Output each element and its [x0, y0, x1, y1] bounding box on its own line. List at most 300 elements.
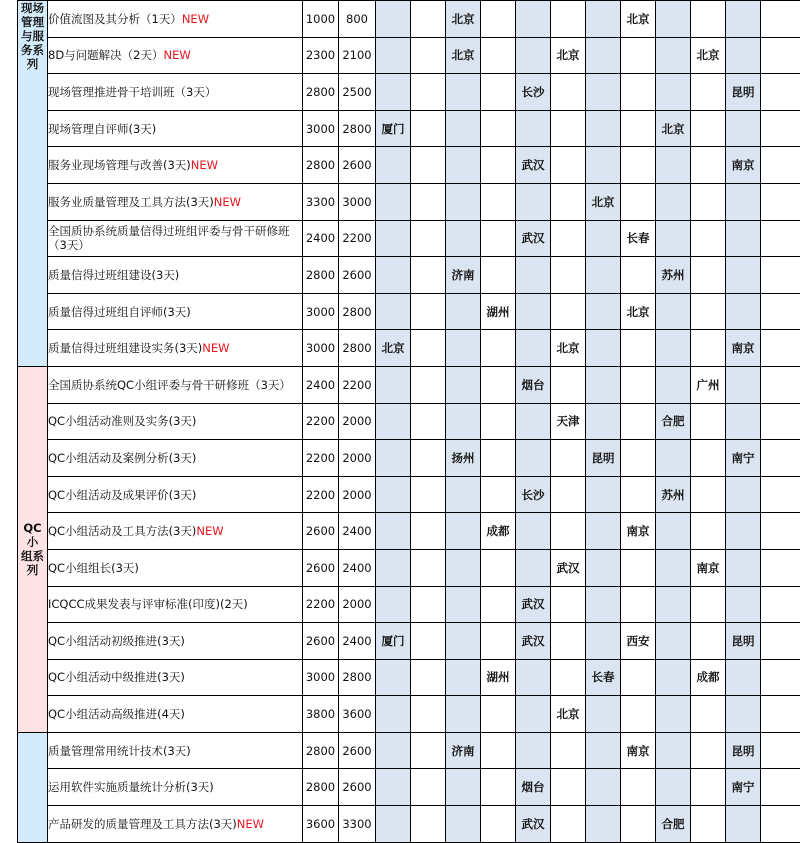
price: 2800 — [303, 74, 339, 111]
empty-cell — [761, 110, 800, 147]
city-cell — [446, 220, 481, 257]
city-cell — [586, 623, 621, 660]
city-cell — [691, 257, 726, 294]
city-cell — [586, 696, 621, 733]
category-label: 现场 管理 与服 务系 列 — [18, 1, 48, 367]
price: 3000 — [303, 330, 339, 367]
city-cell — [656, 769, 691, 806]
city-cell — [621, 366, 656, 403]
city-cell — [551, 732, 586, 769]
city-cell: 湖州 — [481, 659, 516, 696]
city-cell — [481, 37, 516, 74]
empty-cell — [761, 623, 800, 660]
city-cell — [516, 440, 551, 477]
city-cell: 昆明 — [726, 623, 761, 660]
city-cell — [516, 330, 551, 367]
city-cell — [376, 513, 411, 550]
member-price: 3600 — [339, 696, 376, 733]
city-cell — [726, 257, 761, 294]
city-cell — [726, 37, 761, 74]
city-cell — [516, 37, 551, 74]
city-cell — [586, 74, 621, 111]
city-cell: 北京 — [551, 37, 586, 74]
city-cell — [691, 476, 726, 513]
price: 2800 — [303, 732, 339, 769]
city-cell: 厦门 — [376, 623, 411, 660]
city-cell: 武汉 — [516, 220, 551, 257]
course-name: 质量信得过班组建设实务(3天)NEW — [48, 330, 303, 367]
city-cell: 武汉 — [516, 586, 551, 623]
course-name: ICQCC成果发表与评审标准(印度)(2天) — [48, 586, 303, 623]
city-cell: 北京 — [656, 110, 691, 147]
city-cell — [376, 257, 411, 294]
city-cell — [481, 330, 516, 367]
city-cell — [411, 659, 446, 696]
city-cell — [551, 440, 586, 477]
city-cell — [656, 220, 691, 257]
city-cell — [376, 74, 411, 111]
city-cell — [551, 110, 586, 147]
city-cell: 济南 — [446, 257, 481, 294]
city-cell — [376, 476, 411, 513]
city-cell — [411, 183, 446, 220]
city-cell — [656, 366, 691, 403]
city-cell: 广州 — [691, 366, 726, 403]
city-cell — [621, 549, 656, 586]
city-cell — [516, 293, 551, 330]
course-row — [18, 586, 800, 623]
city-cell — [621, 440, 656, 477]
city-cell: 济南 — [446, 732, 481, 769]
city-cell: 北京 — [446, 1, 481, 38]
city-cell — [481, 806, 516, 843]
new-badge: NEW — [213, 194, 242, 209]
course-name: QC小组组长(3天) — [48, 549, 303, 586]
city-cell — [516, 513, 551, 550]
empty-cell — [761, 586, 800, 623]
course-row — [18, 220, 800, 257]
city-cell — [586, 769, 621, 806]
city-cell — [586, 403, 621, 440]
new-badge: NEW — [196, 524, 224, 539]
city-cell — [691, 183, 726, 220]
city-cell — [691, 330, 726, 367]
city-cell — [411, 110, 446, 147]
city-cell — [726, 806, 761, 843]
course-name: QC小组活动初级推进(3天) — [48, 623, 303, 660]
city-cell — [586, 147, 621, 184]
price: 2200 — [303, 403, 339, 440]
city-cell — [551, 769, 586, 806]
course-row — [18, 147, 800, 184]
member-price: 2500 — [339, 74, 376, 111]
empty-cell — [761, 440, 800, 477]
course-row — [18, 696, 800, 733]
city-cell — [516, 1, 551, 38]
city-cell: 天津 — [551, 403, 586, 440]
price: 3000 — [303, 659, 339, 696]
city-cell: 南宁 — [726, 440, 761, 477]
member-price: 2600 — [339, 769, 376, 806]
city-cell — [656, 147, 691, 184]
city-cell — [726, 476, 761, 513]
city-cell — [586, 257, 621, 294]
city-cell — [586, 513, 621, 550]
city-cell — [551, 659, 586, 696]
city-cell — [586, 732, 621, 769]
city-cell — [481, 696, 516, 733]
city-cell — [446, 293, 481, 330]
city-cell — [586, 366, 621, 403]
price: 2200 — [303, 476, 339, 513]
course-row — [18, 623, 800, 660]
city-cell: 长沙 — [516, 476, 551, 513]
city-cell: 武汉 — [551, 549, 586, 586]
empty-cell — [761, 696, 800, 733]
city-cell: 北京 — [376, 330, 411, 367]
city-cell — [726, 1, 761, 38]
empty-cell — [761, 220, 800, 257]
city-cell — [446, 74, 481, 111]
price: 3600 — [303, 806, 339, 843]
city-cell: 南京 — [726, 330, 761, 367]
empty-cell — [761, 806, 800, 843]
city-cell — [411, 366, 446, 403]
city-cell — [411, 513, 446, 550]
empty-cell — [761, 37, 800, 74]
city-cell — [691, 147, 726, 184]
city-cell: 西安 — [621, 623, 656, 660]
course-row — [18, 806, 800, 843]
member-price: 2800 — [339, 293, 376, 330]
city-cell — [586, 293, 621, 330]
city-cell — [411, 330, 446, 367]
city-cell — [691, 74, 726, 111]
price: 3800 — [303, 696, 339, 733]
price: 2600 — [303, 623, 339, 660]
course-row — [18, 366, 800, 403]
city-cell — [446, 330, 481, 367]
city-cell — [586, 330, 621, 367]
course-name: QC小组活动高级推进(4天) — [48, 696, 303, 733]
empty-cell — [761, 769, 800, 806]
price: 2400 — [303, 220, 339, 257]
city-cell — [551, 147, 586, 184]
new-badge: NEW — [163, 48, 191, 63]
city-cell — [551, 220, 586, 257]
member-price: 2000 — [339, 586, 376, 623]
city-cell — [446, 476, 481, 513]
city-cell — [551, 623, 586, 660]
course-row — [18, 732, 800, 769]
member-price: 2400 — [339, 549, 376, 586]
city-cell: 成都 — [481, 513, 516, 550]
city-cell — [586, 1, 621, 38]
city-cell — [656, 623, 691, 660]
city-cell — [691, 806, 726, 843]
city-cell: 厦门 — [376, 110, 411, 147]
city-cell — [411, 549, 446, 586]
city-cell — [481, 74, 516, 111]
city-cell — [481, 769, 516, 806]
city-cell — [411, 74, 446, 111]
schedule-body — [18, 1, 800, 843]
city-cell — [551, 1, 586, 38]
city-cell — [516, 110, 551, 147]
empty-cell — [761, 1, 800, 38]
course-row — [18, 440, 800, 477]
city-cell — [621, 586, 656, 623]
member-price: 2200 — [339, 366, 376, 403]
city-cell: 北京 — [586, 183, 621, 220]
course-name: 质量信得过班组建设(3天) — [48, 257, 303, 294]
city-cell — [621, 696, 656, 733]
city-cell — [586, 586, 621, 623]
city-cell — [481, 732, 516, 769]
member-price: 2600 — [339, 732, 376, 769]
city-cell — [376, 147, 411, 184]
course-row — [18, 403, 800, 440]
city-cell — [481, 623, 516, 660]
city-cell — [691, 513, 726, 550]
empty-cell — [761, 147, 800, 184]
city-cell — [411, 37, 446, 74]
city-cell: 北京 — [446, 37, 481, 74]
course-name: 服务业现场管理与改善(3天)NEW — [48, 147, 303, 184]
member-price: 2000 — [339, 403, 376, 440]
city-cell — [726, 183, 761, 220]
price: 2300 — [303, 37, 339, 74]
city-cell — [376, 732, 411, 769]
course-row — [18, 37, 800, 74]
city-cell — [726, 513, 761, 550]
course-name: 运用软件实施质量统计分析(3天) — [48, 769, 303, 806]
price: 2800 — [303, 147, 339, 184]
city-cell — [726, 366, 761, 403]
city-cell — [446, 513, 481, 550]
city-cell — [691, 586, 726, 623]
city-cell — [656, 440, 691, 477]
price: 3000 — [303, 293, 339, 330]
city-cell — [551, 293, 586, 330]
city-cell — [376, 1, 411, 38]
category-label — [18, 732, 48, 842]
member-price: 2800 — [339, 659, 376, 696]
city-cell — [516, 659, 551, 696]
city-cell — [726, 220, 761, 257]
city-cell — [411, 1, 446, 38]
member-price: 2800 — [339, 110, 376, 147]
course-row — [18, 257, 800, 294]
empty-cell — [761, 257, 800, 294]
city-cell — [481, 586, 516, 623]
course-row — [18, 659, 800, 696]
city-cell — [691, 293, 726, 330]
city-cell: 北京 — [621, 293, 656, 330]
city-cell — [621, 769, 656, 806]
city-cell — [726, 549, 761, 586]
city-cell — [376, 696, 411, 733]
city-cell — [726, 293, 761, 330]
city-cell — [446, 696, 481, 733]
city-cell — [691, 440, 726, 477]
city-cell — [621, 147, 656, 184]
new-badge: NEW — [202, 341, 230, 356]
city-cell — [446, 549, 481, 586]
city-cell — [376, 549, 411, 586]
member-price: 2400 — [339, 623, 376, 660]
city-cell — [411, 147, 446, 184]
empty-cell — [761, 330, 800, 367]
city-cell — [411, 403, 446, 440]
city-cell — [621, 183, 656, 220]
city-cell — [551, 513, 586, 550]
city-cell — [481, 110, 516, 147]
course-name: QC小组活动及案例分析(3天) — [48, 440, 303, 477]
city-cell — [621, 37, 656, 74]
empty-cell — [761, 403, 800, 440]
city-cell — [691, 696, 726, 733]
empty-cell — [761, 513, 800, 550]
city-cell — [481, 147, 516, 184]
empty-cell — [761, 732, 800, 769]
city-cell: 苏州 — [656, 257, 691, 294]
city-cell: 苏州 — [656, 476, 691, 513]
city-cell: 南京 — [726, 147, 761, 184]
city-cell — [656, 586, 691, 623]
course-row — [18, 74, 800, 111]
city-cell: 长春 — [621, 220, 656, 257]
city-cell: 南京 — [691, 549, 726, 586]
city-cell — [586, 806, 621, 843]
city-cell — [411, 696, 446, 733]
city-cell — [446, 769, 481, 806]
course-row — [18, 476, 800, 513]
price: 2800 — [303, 769, 339, 806]
city-cell — [516, 732, 551, 769]
city-cell — [376, 366, 411, 403]
city-cell: 南宁 — [726, 769, 761, 806]
member-price: 2400 — [339, 513, 376, 550]
city-cell — [481, 183, 516, 220]
city-cell — [726, 696, 761, 733]
city-cell — [691, 732, 726, 769]
new-badge: NEW — [190, 158, 219, 173]
city-cell: 烟台 — [516, 366, 551, 403]
course-name: 现场管理推进骨干培训班（3天） — [48, 74, 303, 111]
city-cell — [656, 549, 691, 586]
course-name: QC小组活动准则及实务(3天) — [48, 403, 303, 440]
city-cell — [656, 513, 691, 550]
city-cell — [656, 1, 691, 38]
city-cell — [411, 806, 446, 843]
city-cell — [516, 549, 551, 586]
price: 2800 — [303, 257, 339, 294]
course-name: QC小组活动及成果评价(3天) — [48, 476, 303, 513]
empty-cell — [761, 659, 800, 696]
city-cell: 长沙 — [516, 74, 551, 111]
city-cell — [481, 476, 516, 513]
city-cell: 武汉 — [516, 806, 551, 843]
city-cell: 北京 — [691, 37, 726, 74]
city-cell — [551, 257, 586, 294]
city-cell — [691, 220, 726, 257]
city-cell — [656, 330, 691, 367]
member-price: 3000 — [339, 183, 376, 220]
city-cell — [691, 623, 726, 660]
city-cell — [586, 220, 621, 257]
city-cell — [516, 257, 551, 294]
member-price: 2200 — [339, 220, 376, 257]
city-cell — [656, 696, 691, 733]
city-cell — [726, 659, 761, 696]
city-cell — [376, 293, 411, 330]
city-cell: 长春 — [586, 659, 621, 696]
member-price: 2000 — [339, 440, 376, 477]
city-cell — [481, 220, 516, 257]
city-cell — [411, 769, 446, 806]
city-cell: 武汉 — [516, 623, 551, 660]
empty-cell — [761, 183, 800, 220]
city-cell — [446, 403, 481, 440]
city-cell — [411, 623, 446, 660]
price: 3300 — [303, 183, 339, 220]
city-cell — [691, 1, 726, 38]
city-cell — [411, 220, 446, 257]
city-cell — [656, 659, 691, 696]
city-cell: 南京 — [621, 732, 656, 769]
member-price: 2000 — [339, 476, 376, 513]
member-price: 2800 — [339, 330, 376, 367]
city-cell — [551, 476, 586, 513]
city-cell: 南京 — [621, 513, 656, 550]
empty-cell — [761, 74, 800, 111]
empty-cell — [761, 293, 800, 330]
city-cell: 扬州 — [446, 440, 481, 477]
city-cell — [411, 257, 446, 294]
city-cell — [446, 623, 481, 660]
empty-cell — [761, 549, 800, 586]
city-cell — [726, 403, 761, 440]
course-row — [18, 769, 800, 806]
city-cell — [376, 37, 411, 74]
city-cell — [551, 183, 586, 220]
city-cell: 昆明 — [726, 74, 761, 111]
city-cell — [621, 806, 656, 843]
city-cell: 昆明 — [586, 440, 621, 477]
category-label: QC小 组系 列 — [18, 366, 48, 732]
course-row — [18, 1, 800, 38]
city-cell — [656, 37, 691, 74]
city-cell — [621, 476, 656, 513]
member-price: 3300 — [339, 806, 376, 843]
city-cell — [376, 659, 411, 696]
empty-cell — [761, 366, 800, 403]
city-cell — [691, 110, 726, 147]
city-cell — [726, 110, 761, 147]
city-cell: 武汉 — [516, 147, 551, 184]
city-cell — [481, 440, 516, 477]
course-name: QC小组活动中级推进(3天) — [48, 659, 303, 696]
course-name: 质量管理常用统计技术(3天) — [48, 732, 303, 769]
city-cell — [656, 183, 691, 220]
member-price: 2100 — [339, 37, 376, 74]
city-cell: 昆明 — [726, 732, 761, 769]
city-cell: 北京 — [621, 1, 656, 38]
course-name: 8D与问题解决（2天）NEW — [48, 37, 303, 74]
city-cell — [621, 403, 656, 440]
member-price: 800 — [339, 1, 376, 38]
